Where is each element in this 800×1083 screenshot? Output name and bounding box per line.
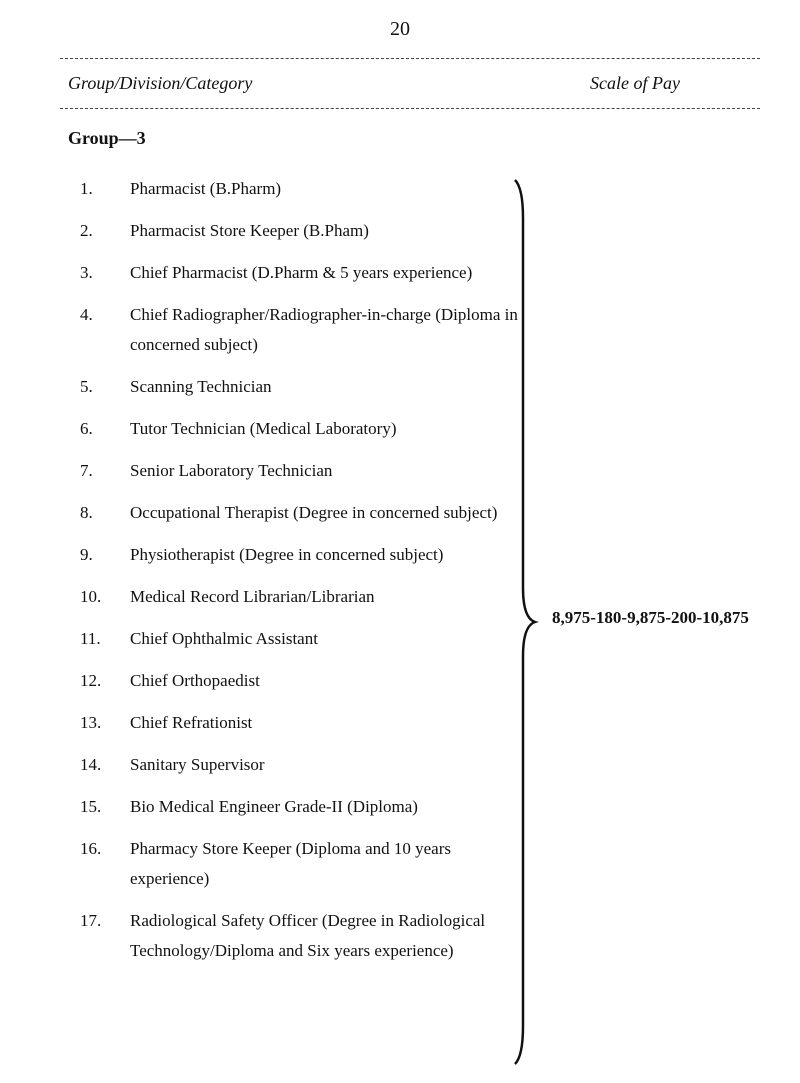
item-text: Tutor Technician (Medical Laboratory) — [130, 419, 397, 438]
item-text: Occupational Therapist (Degree in concerned subject) — [130, 503, 498, 522]
item-text: Chief Orthopaedist — [130, 671, 260, 690]
column-header-category: Group/Division/Category — [68, 73, 253, 93]
list-item — [80, 792, 520, 822]
page-number: 20 — [390, 18, 410, 40]
item-text: Physiotherapist (Degree in concerned subject) — [130, 545, 444, 564]
curly-brace-icon — [505, 178, 545, 1066]
item-text: Pharmacy Store Keeper (Diploma and 10 years experience) — [130, 839, 451, 888]
list-item — [80, 906, 520, 966]
item-number: 1. — [80, 179, 93, 198]
item-text: Pharmacist (B.Pharm) — [130, 179, 282, 198]
list-item — [80, 582, 520, 612]
item-text: Scanning Technician — [130, 377, 272, 396]
item-number: 15. — [80, 797, 102, 816]
item-text: Radiological Safety Officer (Degree in Radiological Technology/Diploma and Six years experience) — [130, 911, 486, 960]
column-header-scale-of-pay: Scale of Pay — [590, 73, 680, 93]
list-item — [80, 414, 520, 444]
item-number: 4. — [80, 305, 93, 324]
item-number: 6. — [80, 419, 93, 438]
item-number: 9. — [80, 545, 93, 564]
list-item — [80, 372, 520, 402]
item-text: Sanitary Supervisor — [130, 755, 265, 774]
item-number: 11. — [80, 629, 101, 648]
list-item — [80, 498, 520, 528]
item-text: Chief Radiographer/Radiographer-in-charge (Diploma in concerned subject) — [130, 305, 518, 354]
list-item — [80, 456, 520, 486]
item-number: 7. — [80, 461, 93, 480]
item-number: 17. — [80, 911, 102, 930]
list-item — [80, 624, 520, 654]
list-item — [80, 258, 520, 288]
list-item — [80, 666, 520, 696]
item-text: Bio Medical Engineer Grade-II (Diploma) — [130, 797, 418, 816]
item-number: 3. — [80, 263, 93, 282]
list-item — [80, 708, 520, 738]
item-text: Medical Record Librarian/Librarian — [130, 587, 375, 606]
list-item — [80, 216, 520, 246]
item-number: 12. — [80, 671, 102, 690]
item-number: 14. — [80, 755, 102, 774]
list-item — [80, 540, 520, 570]
item-text: Chief Pharmacist (D.Pharm & 5 years experience) — [130, 263, 473, 282]
list-item — [80, 174, 520, 204]
item-text: Pharmacist Store Keeper (B.Pham) — [130, 221, 369, 240]
group-title: Group—3 — [68, 128, 146, 148]
list-item — [80, 300, 520, 360]
item-number: 13. — [80, 713, 102, 732]
item-text: Chief Refrationist — [130, 713, 253, 732]
item-number: 8. — [80, 503, 93, 522]
category-list — [80, 174, 520, 978]
header-top-rule — [60, 58, 760, 59]
item-number: 10. — [80, 587, 102, 606]
header-bottom-rule — [60, 108, 760, 109]
list-item — [80, 834, 520, 894]
scale-of-pay-value: 8,975-180-9,875-200-10,875 — [552, 608, 749, 627]
item-number: 2. — [80, 221, 93, 240]
list-item — [80, 750, 520, 780]
item-text: Chief Ophthalmic Assistant — [130, 629, 318, 648]
item-text: Senior Laboratory Technician — [130, 461, 333, 480]
item-number: 16. — [80, 839, 102, 858]
item-number: 5. — [80, 377, 93, 396]
